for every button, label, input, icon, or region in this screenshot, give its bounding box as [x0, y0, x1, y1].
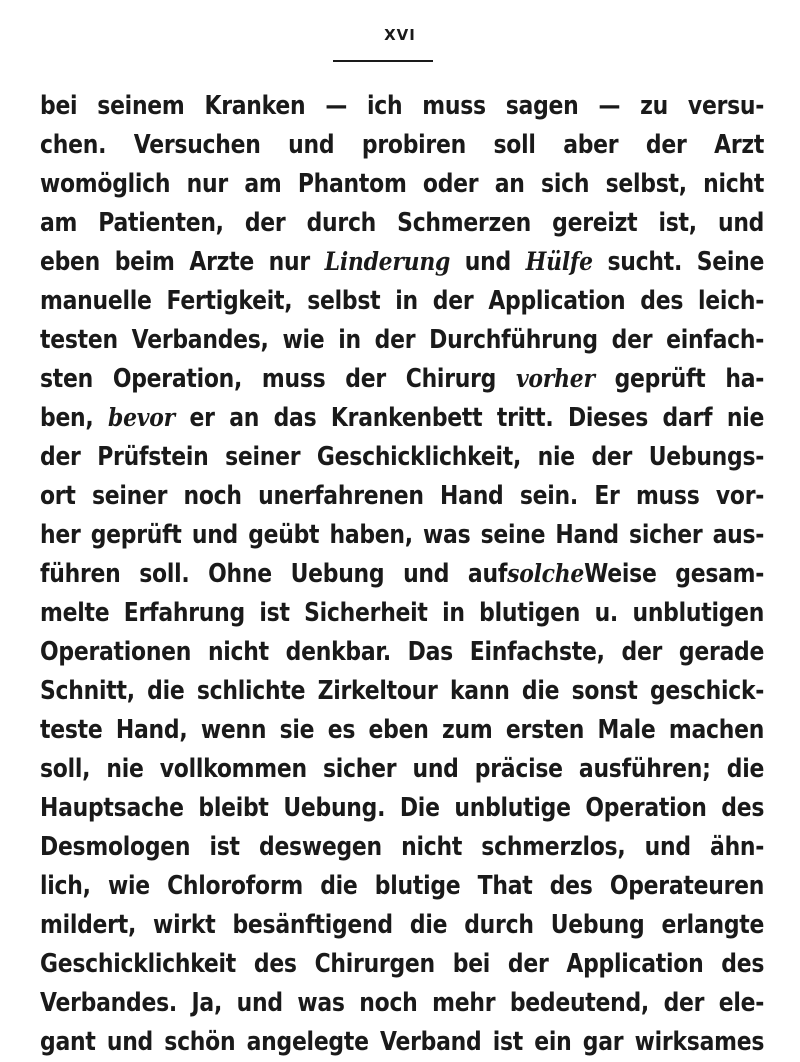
emphasis-bevor: bevor [108, 403, 175, 433]
text-line: ort seiner noch unerfahrenen Hand sein. Er muss vor- [40, 481, 765, 511]
body-text [40, 87, 764, 1062]
header-rule [333, 60, 433, 62]
text-segment: geprüft ha- [594, 364, 765, 394]
text-line: teste Hand, wenn sie es eben zum ersten Male machen [40, 715, 765, 745]
text-line: soll, nie vollkommen sicher und präcise ausführen; die [40, 754, 765, 784]
text-line: Hauptsache bleibt Uebung. Die unblutige Operation des [40, 793, 765, 823]
text-line: her geprüft und geübt haben, was seine Hand sicher aus- [40, 520, 765, 550]
text-segment: Weise gesam- [584, 559, 765, 589]
text-line [40, 555, 764, 594]
text-segment: eben beim Arzte nur [40, 247, 325, 277]
emphasis-solche: solche [507, 559, 585, 589]
text-line: melte Erfahrung ist Sicherheit in blutigen u. unblutigen [40, 598, 765, 628]
text-line: Desmologen ist deswegen nicht schmerzlos, und ähn- [40, 832, 765, 862]
text-segment: sten Operation, muss der Chirurg [40, 364, 516, 394]
text-line: lich, wie Chloroform die blutige That des Operateuren [40, 871, 765, 901]
text-line [40, 399, 764, 438]
text-line [40, 243, 764, 282]
text-line: Schnitt, die schlichte Zirkeltour kann die sonst geschick- [40, 676, 765, 706]
page-number: XVI [384, 26, 416, 44]
emphasis-vorher: vorher [515, 364, 595, 394]
text-line: gant und schön angelegte Verband ist ein gar wirksames [40, 1027, 765, 1057]
text-line: bei seinem Kranken — ich muss sagen — zu versu- [40, 91, 765, 121]
text-line: Operationen nicht denkbar. Das Einfachste, der gerade [40, 637, 765, 667]
emphasis-linderung: Linderung [324, 247, 451, 277]
text-line: testen Verbandes, wie in der Durchführung der einfach- [40, 325, 765, 355]
text-line: mildert, wirkt besänftigend die durch Uebung erlangte [40, 910, 765, 940]
text-line: Verbandes. Ja, und was noch mehr bedeutend, der ele- [40, 988, 765, 1018]
text-segment: führen soll. Ohne Uebung und auf [40, 559, 508, 589]
emphasis-huelfe: Hülfe [525, 247, 593, 277]
text-line: womöglich nur am Phantom oder an sich selbst, nicht [40, 169, 765, 199]
text-line: manuelle Fertigkeit, selbst in der Application des leich- [40, 286, 765, 316]
text-line: Geschicklichkeit des Chirurgen bei der Application des [40, 949, 765, 979]
text-segment: sucht. Seine [592, 247, 765, 277]
text-segment: ben, [40, 403, 109, 433]
text-line: chen. Versuchen und probiren soll aber der Arzt [40, 130, 765, 160]
text-segment: er an das Krankenbett tritt. Dieses darf nie [174, 403, 765, 433]
text-line: am Patienten, der durch Schmerzen gereizt ist, und [40, 208, 765, 238]
text-segment: und [450, 247, 526, 277]
text-line: der Prüfstein seiner Geschicklichkeit, nie der Uebungs- [40, 442, 765, 472]
text-line [40, 360, 764, 399]
